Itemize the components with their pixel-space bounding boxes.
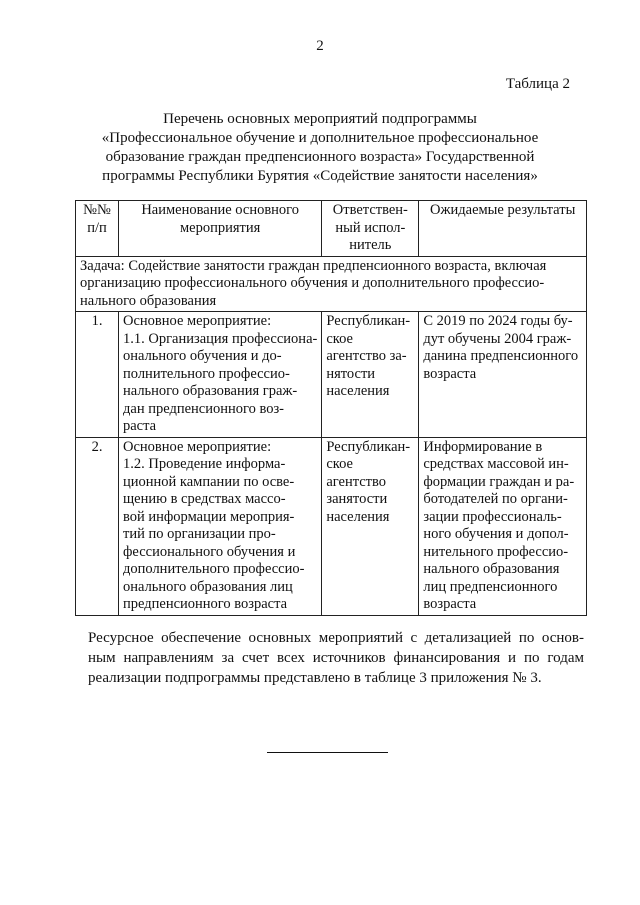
- header-line: Ожидаемые результаты: [430, 202, 576, 218]
- cell-line: онального образования лиц: [123, 578, 293, 595]
- cell-line: средствах массовой ин-: [423, 456, 569, 472]
- cell-line: возраста: [423, 596, 477, 612]
- title-line: образование граждан предпенсионного возраста» Государственной: [105, 149, 535, 165]
- header-executor: [322, 201, 419, 257]
- cell-line: 1.1. Организация профессиона-: [123, 330, 318, 347]
- paragraph-line: Ресурсное обеспечение основных мероприятий с детализацией по основ-: [88, 630, 584, 646]
- cell-line: населения: [326, 383, 390, 399]
- cell-line: нятости: [326, 365, 376, 382]
- cell-line: лиц предпенсионного: [423, 578, 558, 595]
- cell-line: дут обучены 2004 граж-: [423, 330, 572, 347]
- header-name: [119, 201, 322, 257]
- row-executor: [322, 437, 419, 615]
- row-event-name: [119, 437, 322, 615]
- cell-line: нительного профессио-: [423, 543, 569, 560]
- page-number: 2: [316, 38, 324, 54]
- header-num: [76, 201, 119, 257]
- header-line: Наименование основного: [141, 202, 300, 218]
- cell-line: раста: [123, 418, 157, 434]
- table-row: [76, 437, 587, 615]
- cell-line: возраста: [423, 365, 477, 382]
- cell-line: щению в средствах массо-: [123, 491, 286, 507]
- table-label: Таблица 2: [505, 76, 570, 92]
- cell-line: агентство: [326, 473, 387, 490]
- cell-line: нального образования: [423, 561, 560, 577]
- row-result: [419, 437, 587, 615]
- title-line: «Профессиональное обучение и дополнительное профессиональное: [101, 130, 539, 146]
- task-line: Задача: Содействие занятости граждан предпенсионного возраста, включая: [80, 257, 547, 274]
- cell-line: Основное мероприятие:: [123, 313, 272, 329]
- cell-line: фессионального обучения и: [123, 543, 296, 560]
- title-line: Перечень основных мероприятий подпрограммы: [163, 111, 477, 127]
- task-cell: [76, 256, 587, 312]
- header-result: [419, 201, 587, 257]
- cell-line: дополнительного профессио-: [123, 561, 305, 577]
- task-line: организацию профессионального обучения и дополнительного профессио-: [80, 275, 545, 291]
- header-line: п/п: [87, 219, 107, 236]
- table-row: [76, 312, 587, 438]
- cell-line: С 2019 по 2024 годы бу-: [423, 313, 573, 329]
- task-line: нального образования: [80, 292, 217, 309]
- header-line: Ответствен-: [332, 202, 408, 218]
- row-result: [419, 312, 587, 438]
- task-row: [76, 256, 587, 312]
- header-line: №№: [83, 202, 111, 218]
- cell-line: тий по организации про-: [123, 526, 276, 542]
- cell-line: 1.2. Проведение информа-: [123, 456, 286, 472]
- cell-line: зации профессиональ-: [423, 508, 562, 525]
- row-number: 1.: [76, 312, 119, 438]
- cell-line: данина предпенсионного: [423, 348, 579, 364]
- row-number: 2.: [76, 437, 119, 615]
- cell-line: Республикан-: [326, 438, 411, 455]
- title-line: программы Республики Бурятия «Содействие занятости населения»: [102, 168, 538, 184]
- cell-line: агентство за-: [326, 348, 407, 364]
- cell-line: ское: [326, 456, 353, 472]
- events-table: [75, 200, 587, 616]
- cell-line: Республикан-: [326, 313, 411, 329]
- paragraph-line: реализации подпрограммы представлено в таблице 3 приложения № 3.: [88, 670, 542, 686]
- header-line: ный испол-: [335, 219, 406, 236]
- table-header-row: [76, 201, 587, 257]
- cell-line: ционной кампании по осве-: [123, 473, 295, 490]
- paragraph-line: ным направлениям за счет всех источников финансирования и по годам: [88, 650, 584, 666]
- cell-line: вой информации мероприя-: [123, 508, 295, 525]
- document-title: [80, 110, 560, 186]
- cell-line: занятости: [326, 491, 388, 507]
- cell-line: предпенсионного возраста: [123, 596, 288, 612]
- cell-line: населения: [326, 508, 390, 525]
- cell-line: формации граждан и ра-: [423, 473, 575, 490]
- header-line: мероприятия: [180, 219, 261, 236]
- cell-line: нального образования граж-: [123, 383, 298, 399]
- row-event-name: [119, 312, 322, 438]
- cell-line: ское: [326, 330, 353, 347]
- header-line: нитель: [349, 237, 392, 253]
- cell-line: дан предпенсионного воз-: [123, 400, 285, 417]
- row-executor: [322, 312, 419, 438]
- cell-line: ного обучения и допол-: [423, 526, 569, 542]
- cell-line: Информирование в: [423, 438, 543, 455]
- cell-line: Основное мероприятие:: [123, 438, 272, 455]
- end-divider: [267, 752, 388, 753]
- cell-line: ботодателей по органи-: [423, 491, 568, 507]
- cell-line: онального обучения и до-: [123, 348, 282, 364]
- resource-paragraph: [88, 628, 584, 688]
- cell-line: полнительного профессио-: [123, 365, 290, 382]
